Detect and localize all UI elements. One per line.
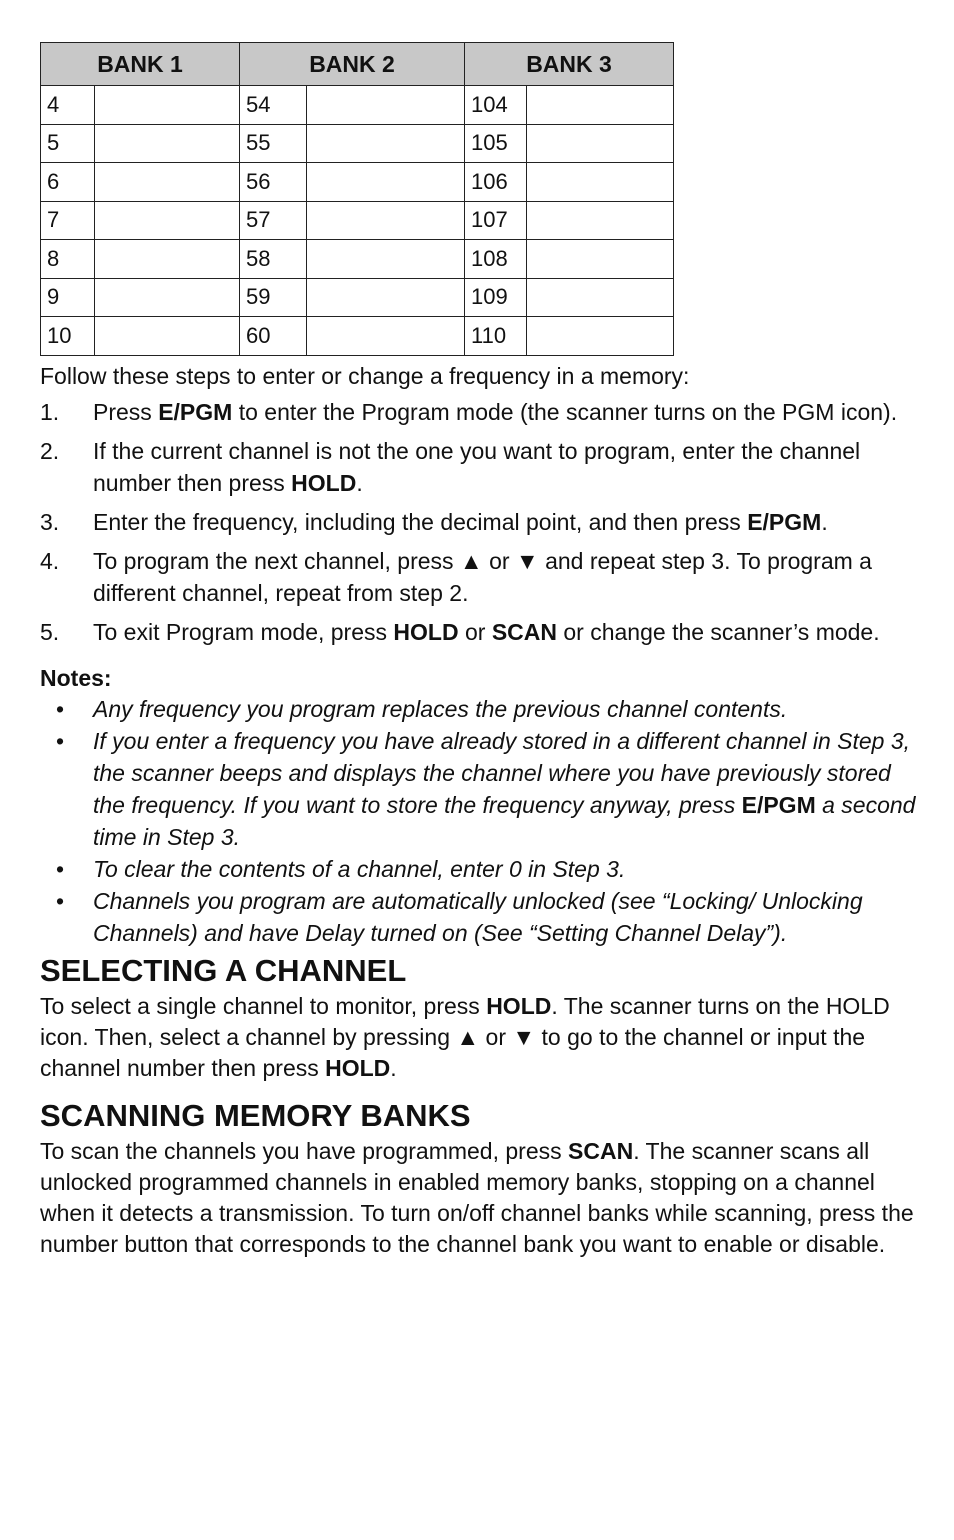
channel-number: 57 bbox=[240, 201, 307, 240]
step-5: 5. To exit Program mode, press HOLD or SCAN or change the scanner’s mode. bbox=[40, 616, 920, 648]
channel-number: 105 bbox=[465, 124, 527, 163]
frequency-cell bbox=[307, 317, 465, 356]
notes-heading: Notes: bbox=[40, 664, 112, 691]
key-scan: SCAN bbox=[568, 1137, 634, 1164]
frequency-cell bbox=[95, 86, 240, 125]
step-2: 2. If the current channel is not the one you want to program, enter the channel number then press HOLD. bbox=[40, 435, 920, 499]
key-hold: HOLD bbox=[486, 992, 552, 1019]
channel-number: 4 bbox=[41, 86, 95, 125]
channel-number: 58 bbox=[240, 240, 307, 279]
frequency-cell bbox=[95, 278, 240, 317]
step-1: 1. Press E/PGM to enter the Program mode (the scanner turns on the PGM icon). bbox=[40, 396, 920, 428]
section-heading-selecting-channel: SELECTING A CHANNEL bbox=[40, 952, 407, 988]
frequency-cell bbox=[307, 86, 465, 125]
channel-number: 55 bbox=[240, 124, 307, 163]
channel-number: 59 bbox=[240, 278, 307, 317]
scanning-banks-text: To scan the channels you have programmed, press SCAN. The scanner scans all unlocked programmed channels in enabled memory banks, stopping on a channel when it detects a transmission. To turn on/off channel banks while scanning, press the number button that corresponds to the channel bank you want to enable or disable. bbox=[40, 1137, 914, 1257]
frequency-cell bbox=[95, 124, 240, 163]
note-item: • To clear the contents of a channel, enter 0 in Step 3. bbox=[40, 853, 920, 885]
step-4: 4. To program the next channel, press ▲ or ▼ and repeat step 3. To program a different channel, repeat from step 2. bbox=[40, 545, 920, 609]
manual-page bbox=[40, 42, 920, 1260]
table-row bbox=[41, 201, 674, 240]
channel-number: 6 bbox=[41, 163, 95, 202]
channel-number: 106 bbox=[465, 163, 527, 202]
frequency-cell bbox=[527, 278, 674, 317]
frequency-cell bbox=[527, 124, 674, 163]
bank-2-header: BANK 2 bbox=[240, 43, 465, 86]
key-e-pgm: E/PGM bbox=[741, 791, 816, 818]
channel-number: 104 bbox=[465, 86, 527, 125]
table-header-row bbox=[41, 43, 674, 86]
table-row bbox=[41, 317, 674, 356]
note-item: • Channels you program are automatically unlocked (see “Locking/ Unlocking Channels) and have Delay turned on (See “Setting Channel Delay”). bbox=[40, 885, 920, 949]
frequency-cell bbox=[527, 240, 674, 279]
step-number: 5. bbox=[40, 618, 60, 645]
channel-number: 60 bbox=[240, 317, 307, 356]
frequency-cell bbox=[527, 201, 674, 240]
table-row bbox=[41, 240, 674, 279]
channel-number: 108 bbox=[465, 240, 527, 279]
frequency-cell bbox=[307, 240, 465, 279]
memory-bank-table bbox=[40, 42, 674, 356]
bullet-icon: • bbox=[56, 855, 65, 882]
channel-number: 110 bbox=[465, 317, 527, 356]
key-e-pgm: E/PGM bbox=[747, 508, 822, 535]
frequency-cell bbox=[307, 163, 465, 202]
channel-number: 8 bbox=[41, 240, 95, 279]
key-e-pgm: E/PGM bbox=[158, 398, 233, 425]
channel-number: 54 bbox=[240, 86, 307, 125]
bank-3-header: BANK 3 bbox=[465, 43, 674, 86]
channel-number: 7 bbox=[41, 201, 95, 240]
table-row bbox=[41, 86, 674, 125]
frequency-cell bbox=[307, 201, 465, 240]
notes-list bbox=[40, 693, 920, 949]
program-steps-list bbox=[40, 396, 920, 648]
table-row bbox=[41, 124, 674, 163]
bullet-icon: • bbox=[56, 727, 65, 754]
note-item: • Any frequency you program replaces the previous channel contents. bbox=[40, 693, 920, 725]
frequency-cell bbox=[527, 163, 674, 202]
step-number: 2. bbox=[40, 437, 60, 464]
table-row bbox=[41, 278, 674, 317]
note-item: • If you enter a frequency you have already stored in a different channel in Step 3, the scanner beeps and displays the channel where you have previously stored the frequency. If you want to store the frequency anyway, press E/PGM a second time in Step 3. bbox=[40, 725, 920, 853]
frequency-cell bbox=[95, 317, 240, 356]
bullet-icon: • bbox=[56, 695, 65, 722]
intro-text: Follow these steps to enter or change a frequency in a memory: bbox=[40, 362, 690, 389]
step-3: 3. Enter the frequency, including the decimal point, and then press E/PGM. bbox=[40, 506, 920, 538]
frequency-cell bbox=[95, 201, 240, 240]
channel-number: 5 bbox=[41, 124, 95, 163]
bank-1-header: BANK 1 bbox=[41, 43, 240, 86]
key-scan: SCAN bbox=[491, 618, 557, 645]
section-heading-scanning-banks: SCANNING MEMORY BANKS bbox=[40, 1097, 471, 1133]
channel-number: 109 bbox=[465, 278, 527, 317]
selecting-channel-text: To select a single channel to monitor, press HOLD. The scanner turns on the HOLD icon. Then, select a channel by pressing ▲ or ▼ to go to the channel or input the channel number then press HOLD. bbox=[40, 992, 890, 1081]
channel-number: 9 bbox=[41, 278, 95, 317]
frequency-cell bbox=[527, 317, 674, 356]
frequency-cell bbox=[307, 278, 465, 317]
frequency-cell bbox=[307, 124, 465, 163]
channel-number: 56 bbox=[240, 163, 307, 202]
frequency-cell bbox=[527, 86, 674, 125]
key-hold: HOLD bbox=[291, 469, 357, 496]
table-row bbox=[41, 163, 674, 202]
step-number: 3. bbox=[40, 508, 60, 535]
frequency-cell bbox=[95, 240, 240, 279]
key-hold: HOLD bbox=[393, 618, 459, 645]
step-number: 1. bbox=[40, 398, 60, 425]
frequency-cell bbox=[95, 163, 240, 202]
bullet-icon: • bbox=[56, 887, 65, 914]
key-hold: HOLD bbox=[325, 1054, 391, 1081]
channel-number: 107 bbox=[465, 201, 527, 240]
step-number: 4. bbox=[40, 547, 60, 574]
channel-number: 10 bbox=[41, 317, 95, 356]
